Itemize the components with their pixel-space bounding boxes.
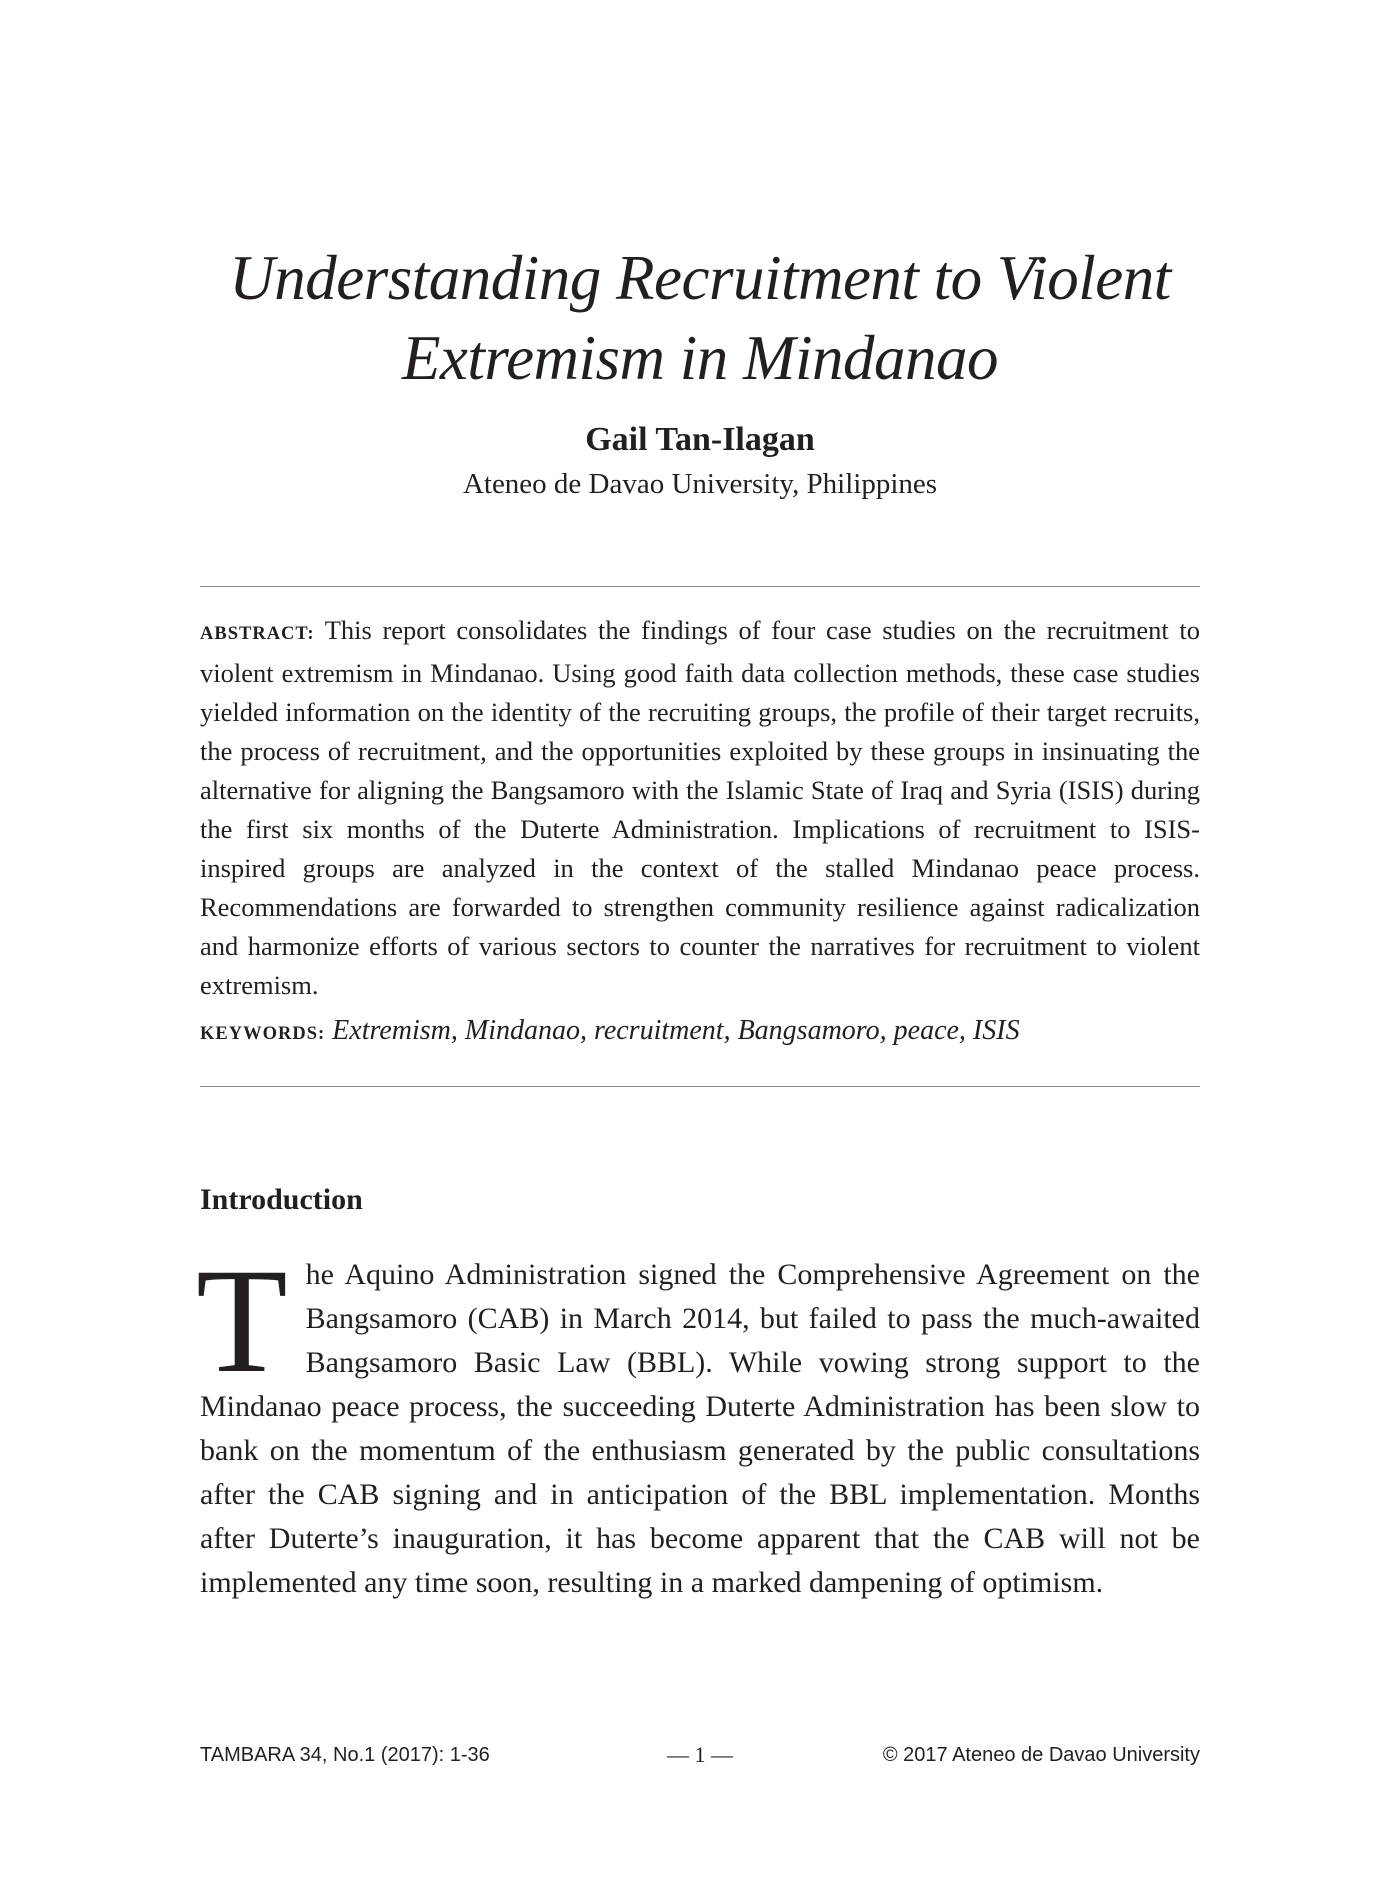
footer-journal-citation: TAMBARA 34, No.1 (2017): 1-36 [200, 1744, 490, 1766]
footer-copyright: © 2017 Ateneo de Davao University [882, 1744, 1200, 1766]
keywords-label: KEYWORDS: [200, 1024, 326, 1044]
section-heading-introduction: Introduction [200, 1183, 363, 1216]
introduction-paragraph [196, 1238, 1200, 1605]
abstract-text: This report consolidates the findings of four case studies on the recruitment to violent extremism in Mindanao. Using good faith data collection methods, these case studies yielded information on the identity of the recruiting groups, the profile of their target recruits, the process of recruitment, and the opportunities exploited by these groups in insinuating the alternative for aligning the Bangsamoro with the Islamic State of Iraq and Syria (ISIS) during the first six months of the Duterte Administration. Implications of recruitment to ISIS-inspired groups are analyzed in the context of the stalled Mindanao peace process. Recommendations are forwarded to strengthen community resilience against radicalization and harmonize efforts of various sectors to counter the narratives for recruitment to violent extremism. [200, 615, 1200, 1000]
article-title-line-2: Extremism in Mindanao [401, 323, 999, 393]
abstract-bottom-divider [200, 1086, 1200, 1087]
article-title-line-1: Understanding Recruitment to Violent [229, 243, 1171, 313]
abstract-paragraph [200, 611, 1200, 1005]
keywords-line [200, 1011, 1200, 1054]
article-title [150, 238, 1250, 398]
author-name: Gail Tan-Ilagan [585, 421, 815, 458]
abstract-top-divider [200, 586, 1200, 587]
keywords-value: Extremism, Mindanao, recruitment, Bangsamoro, peace, ISIS [332, 1015, 1020, 1046]
author-affiliation: Ateneo de Davao University, Philippines [462, 468, 938, 500]
introduction-text: he Aquino Administration signed the Comprehensive Agreement on the Bangsamoro (CAB) in March 2014, but failed to pass the much-awaited Bangsamoro Basic Law (BBL). While vowing strong support to the Mindanao peace process, the succeeding Duterte Administration has been slow to bank on the momentum of the enthusiasm generated by the public consultations after the CAB signing and in anticipation of the BBL implementation. Months after Duterte’s inauguration, it has become apparent that the CAB will not be implemented any time soon, resulting in a marked dampening of optimism. [200, 1258, 1200, 1599]
footer-page-number: — 1 — [667, 1742, 733, 1767]
abstract-label: ABSTRACT: [200, 624, 315, 644]
drop-cap: T [196, 1238, 288, 1404]
